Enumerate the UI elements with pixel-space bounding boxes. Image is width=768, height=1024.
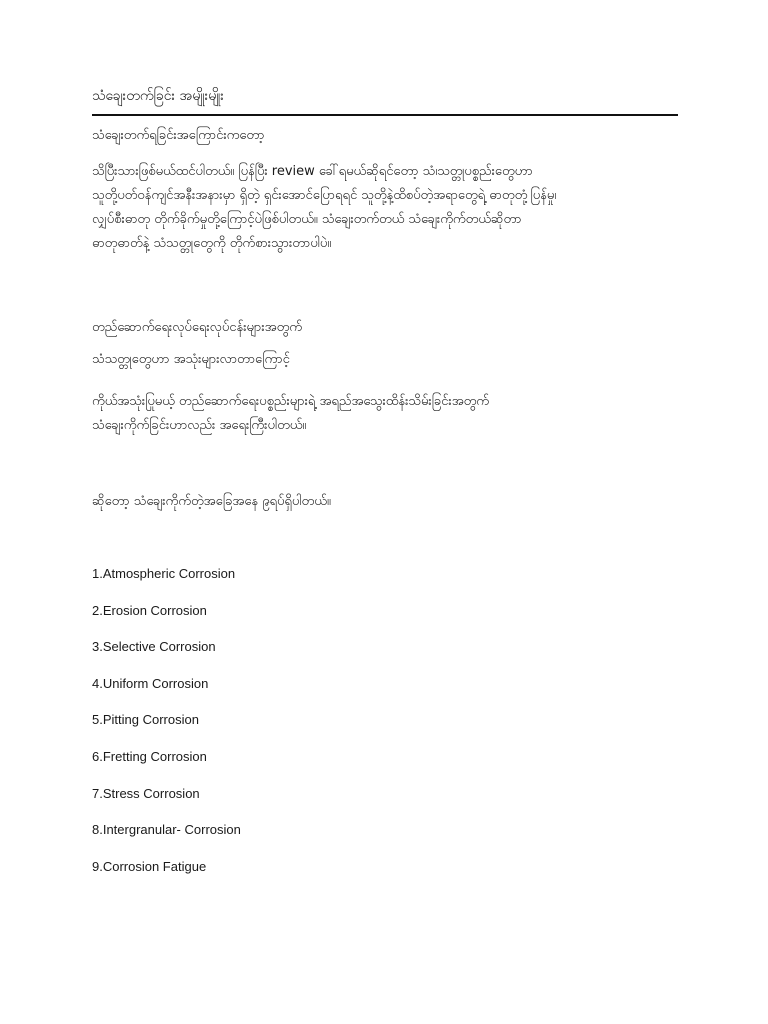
title-divider	[92, 114, 678, 116]
section-1-line-1: သိပြီးသားဖြစ်မယ်ထင်ပါတယ်။ ပြန်ပြီး review ခေါ်ရမယ်ဆိုရင်တော့ သံ၊သတ္တုပစ္စည်းတွေဟာ	[92, 164, 533, 179]
list-item: 1.Atmospheric Corrosion	[92, 566, 236, 581]
list-item: 9.Corrosion Fatigue	[92, 858, 207, 874]
section-1-body	[92, 160, 680, 256]
list-item: 4.Uniform Corrosion	[92, 675, 209, 691]
list-item: 8.Intergranular- Corrosion	[92, 822, 241, 838]
list-item: 7.Stress Corrosion	[92, 785, 200, 801]
section-1-heading: သံချေးတက်ရခြင်းအကြောင်းကတော့	[92, 128, 265, 143]
document-header	[92, 84, 680, 148]
section-1-line-2: သူတို့ပတ်ဝန်ကျင်အနီးအနားမှာ ရှိတဲ့ ရှင်းအောင်ပြောရရင် သူတို့နဲ့ထိစပ်တဲ့အရာတွေရဲ့ ဓာတုတုံ့ပြန်မှု၊	[92, 188, 557, 203]
list-item: 6.Fretting Corrosion	[92, 748, 207, 764]
section-2-subheading-block	[92, 348, 680, 372]
list-item: 3.Selective Corrosion	[92, 639, 216, 655]
section-2-line-2: သံချေးကိုက်ခြင်းဟာလည်း အရေးကြီးပါတယ်။	[92, 418, 307, 433]
section-3	[92, 490, 680, 514]
section-3-heading: ဆိုတော့ သံချေးကိုက်တဲ့အခြေအနေ ၉ရပ်ရှိပါတယ်။	[92, 494, 331, 509]
list-item: 5.Pitting Corrosion	[92, 712, 199, 728]
section-2-subheading: သံသတ္တုတွေဟာ အသုံးများလာတာကြောင့်	[92, 352, 290, 367]
section-1-line-3: လျှပ်စီးဓာတု တိုက်ခိုက်မှုတို့ကြောင့်ပဲဖြစ်ပါတယ်။ သံချေးတက်တယ် သံချေးကိုက်တယ်ဆိုတာ	[92, 212, 522, 227]
section-2-body	[92, 390, 680, 438]
section-2-line-1: ကိုယ်အသုံးပြုမယ့် တည်ဆောက်ရေးပစ္စည်းများရဲ့ အရည်အသွေးထိန်းသိမ်းခြင်းအတွက်	[92, 394, 490, 409]
section-2-heading: တည်ဆောက်ရေးလုပ်ရေးလုပ်ငန်းများအတွက်	[92, 320, 302, 335]
list-item: 2.Erosion Corrosion	[92, 602, 207, 618]
section-1-line-4: ဓာတုဓာတ်နဲ့ သံသတ္တုတွေကို တိုက်စားသွားတာပါပဲ။	[92, 236, 332, 251]
document-title: သံချေးတက်ခြင်း အမျိုးမျိုး	[92, 88, 224, 104]
section-2	[92, 316, 680, 340]
corrosion-types-list	[92, 563, 241, 892]
